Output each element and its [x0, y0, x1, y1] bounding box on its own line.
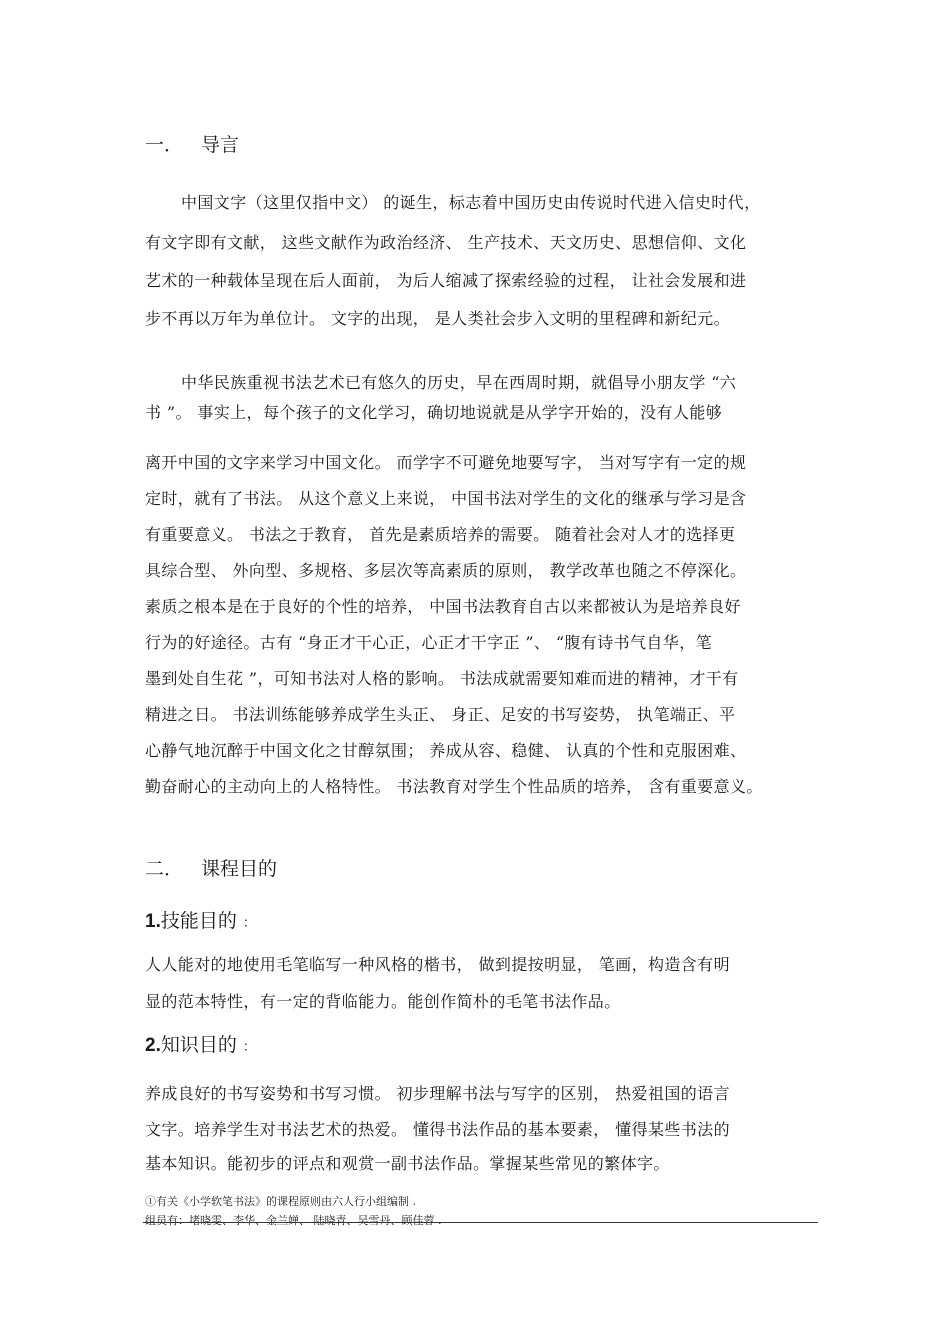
subsection-number: 2.: [145, 1035, 161, 1056]
paragraph-line: 有重要意义。 书法之于教育， 首先是素质培养的需要。 随着社会对人才的选择更: [145, 525, 736, 544]
subsection-heading-knowledge: [145, 1030, 256, 1057]
paragraph-line: 人人能对的地使用毛笔临写一种风格的楷书， 做到提按明显， 笔画，构造含有明: [145, 955, 730, 974]
subsection-colon: ：: [242, 916, 256, 931]
paragraph-line: 中国文字（这里仅指中文） 的诞生，标志着中国历史由传说时代进入信史时代，: [181, 193, 761, 212]
subsection-title: 知识目的: [160, 1034, 237, 1056]
paragraph-line: 定时，就有了书法。 从这个意义上来说， 中国书法对学生的文化的继承与学习是含: [145, 489, 747, 508]
paragraph-line: 勤奋耐心的主动向上的人格特性。 书法教育对学生个性品质的培养， 含有重要意义。: [145, 777, 763, 796]
paragraph-line: 精进之日。 书法训练能够养成学生头正、 身正、足安的书写姿势， 执笔端正、平: [145, 705, 736, 724]
paragraph-line: 艺术的一种载体呈现在后人面前， 为后人缩减了探索经验的过程， 让社会发展和进: [145, 271, 747, 290]
paragraph-line: 书 ”。 事实上，每个孩子的文化学习，确切地说就是从学字开始的，没有人能够: [145, 403, 723, 422]
paragraph-line: 有文字即有文献， 这些文献作为政治经济、 生产技术、天文历史、思想信仰、文化: [145, 233, 747, 252]
paragraph-line: 离开中国的文字来学习中国文化。 而学字不可避免地要写字， 当对写字有一定的规: [145, 453, 747, 472]
paragraph-line: 中华民族重视书法艺术已有悠久的历史，早在西周时期，就倡导小朋友学 “六: [181, 373, 737, 392]
paragraph-line: 行为的好途径。古有 “身正才干心正，心正才干字正 ”、 “腹有诗书气自华，笔: [145, 633, 712, 652]
subsection-heading-skills: [145, 906, 256, 933]
footnote-line: ①有关《小学软笔书法》的课程原则由六人行小组编制 .: [145, 1195, 416, 1208]
section-heading-objectives: [145, 854, 277, 881]
footnote-divider: [143, 1222, 818, 1223]
paragraph-line: 基本知识。能初步的评点和观赏一副书法作品。掌握某些常见的繁体字。: [145, 1154, 670, 1173]
paragraph-line: 步不再以万年为单位计。 文字的出现， 是人类社会步入文明的里程碑和新纪元。: [145, 309, 730, 328]
subsection-colon: ：: [242, 1040, 256, 1055]
paragraph-line: 墨到处自生花 ”，可知书法对人格的影响。 书法成就需要知难而进的精神，才干有: [145, 669, 739, 688]
paragraph-line: 具综合型、 外向型、多规格、多层次等高素质的原则， 教学改革也随之不停深化。: [145, 561, 747, 580]
section-number: 二．: [145, 858, 184, 880]
section-number: 一．: [145, 134, 184, 156]
paragraph-line: 显的范本特性，有一定的背临能力。能创作简朴的毛笔书法作品。: [145, 992, 621, 1011]
section-title: 导言: [201, 134, 240, 156]
paragraph-line: 养成良好的书写姿势和书写习惯。 初步理解书法与写字的区别， 热爱祖国的语言: [145, 1084, 730, 1103]
section-title: 课程目的: [201, 858, 278, 880]
subsection-title: 技能目的: [160, 910, 237, 932]
paragraph-line: 心静气地沉醉于中国文化之甘醇氛围； 养成从容、稳健、 认真的个性和克服困难、: [145, 741, 747, 760]
paragraph-line: 文字。培养学生对书法艺术的热爱。 懂得书法作品的基本要素， 懂得某些书法的: [145, 1120, 730, 1139]
subsection-number: 1.: [145, 911, 161, 932]
paragraph-line: 素质之根本是在于良好的个性的培养， 中国书法教育自古以来都被认为是培养良好: [145, 597, 741, 616]
section-heading-intro: [145, 130, 239, 157]
footnote-line: 组员有：堵晓雯、李华、金兰婵、 陆晓青、吴雪丹、顾佳蓉 .: [145, 1214, 442, 1227]
